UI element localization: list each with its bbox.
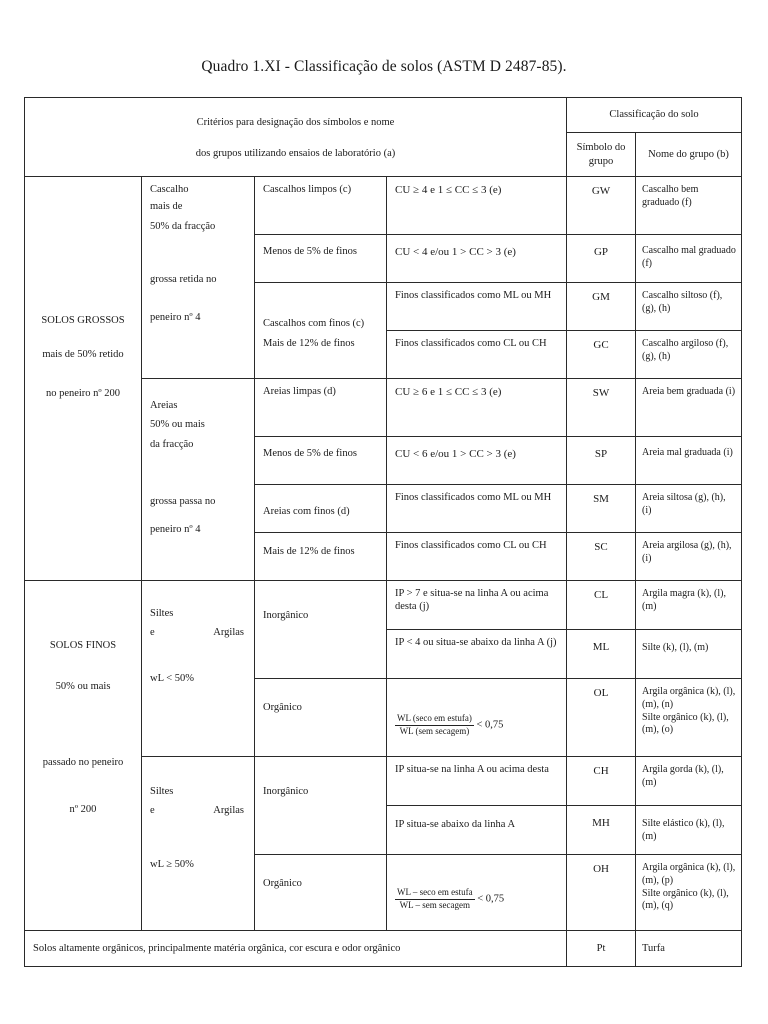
- solos-finos-label: SOLOS FINOS: [49, 640, 117, 651]
- criterion-sm: Finos classificados como ML ou MH: [387, 485, 567, 533]
- areias-cell: Areias 50% ou mais da fracção grossa passa no peneiro nº 4: [142, 379, 255, 581]
- criterion-oh: $\frac{\text{WL – seco em estufa}}{\text{WL – sem secagem}}$ < 0,75: [387, 855, 567, 931]
- name-sc: Areia argilosa (g), (h), (i): [636, 533, 742, 581]
- organico-2: Orgânico: [255, 855, 387, 931]
- symbol-gc: GC: [567, 331, 636, 379]
- symbol-sc: SC: [567, 533, 636, 581]
- symbol-pt: Pt: [567, 931, 636, 967]
- name-gw: Cascalho bem graduado (f): [636, 177, 742, 235]
- symbol-ol: OL: [567, 679, 636, 757]
- classification-table: [24, 97, 742, 967]
- name-sm: Areia siltosa (g), (h), (i): [636, 485, 742, 533]
- symbol-mh: MH: [567, 806, 636, 855]
- areias-menos-finos: Menos de 5% de finos: [255, 437, 387, 485]
- inorganico-2: Inorgânico: [255, 757, 387, 855]
- criterion-gc: Finos classificados como CL ou CH: [387, 331, 567, 379]
- symbol-gm: GM: [567, 283, 636, 331]
- solos-finos-cell: SOLOS FINOS 50% ou mais passado no peneiro nº 200: [25, 581, 142, 931]
- criterion-gm: Finos classificados como ML ou MH: [387, 283, 567, 331]
- criterion-gw: CU ≥ 4 e 1 ≤ CC ≤ 3 (e): [387, 177, 567, 235]
- criteria-header: Critérios para designação dos símbolos e nome dos grupos utilizando ensaios de laboratório (a): [25, 98, 567, 177]
- siltes-argilas-baixo: Siltes e Argilas wL < 50%: [142, 581, 255, 757]
- symbol-header: Símbolo do grupo: [567, 133, 636, 177]
- symbol-sp: SP: [567, 437, 636, 485]
- classification-header: Classificação do solo: [567, 98, 742, 133]
- name-gc: Cascalho argiloso (f), (g), (h): [636, 331, 742, 379]
- criterion-ml: IP < 4 ou situa-se abaixo da linha A (j): [387, 630, 567, 679]
- name-sw: Areia bem graduada (i): [636, 379, 742, 437]
- criterion-mh: IP situa-se abaixo da linha A: [387, 806, 567, 855]
- symbol-ml: ML: [567, 630, 636, 679]
- name-mh: Silte elástico (k), (l), (m): [636, 806, 742, 855]
- symbol-sm: SM: [567, 485, 636, 533]
- name-gm: Cascalho siltoso (f), (g), (h): [636, 283, 742, 331]
- cascalhos-com-finos: Cascalhos com finos (c) Mais de 12% de finos: [255, 283, 387, 379]
- criterion-sw: CU ≥ 6 e 1 ≤ CC ≤ 3 (e): [387, 379, 567, 437]
- criterion-ol: $\frac{\text{WL (seco em estufa)}}{\text{WL (sem secagem)}}$ < 0,75: [387, 679, 567, 757]
- criterion-cl: IP > 7 e situa-se na linha A ou acima desta (j): [387, 581, 567, 630]
- symbol-gw: GW: [567, 177, 636, 235]
- symbol-oh: OH: [567, 855, 636, 931]
- areias-mais-finos: Mais de 12% de finos: [255, 533, 387, 581]
- criterion-ch: IP situa-se na linha A ou acima desta: [387, 757, 567, 806]
- name-ol: Argila orgânica (k), (l), (m), (n) Silte orgânico (k), (l), (m), (o): [636, 679, 742, 757]
- name-sp: Areia mal graduada (i): [636, 437, 742, 485]
- row-gw: [25, 177, 742, 235]
- siltes-argilas-alto: Siltes e Argilas wL ≥ 50%: [142, 757, 255, 931]
- header-row-1: [25, 98, 742, 133]
- cascalhos-menos-finos: Menos de 5% de finos: [255, 235, 387, 283]
- symbol-sw: SW: [567, 379, 636, 437]
- cascalho-cell: Cascalho mais de 50% da fracção grossa retida no peneiro nº 4: [142, 177, 255, 379]
- areias-com-finos: Areias com finos (d): [255, 485, 387, 533]
- symbol-ch: CH: [567, 757, 636, 806]
- name-header: Nome do grupo (b): [636, 133, 742, 177]
- criterion-gp: CU < 4 e/ou 1 > CC > 3 (e): [387, 235, 567, 283]
- wl-maior-50: wL ≥ 50%: [150, 858, 194, 870]
- row-cl: [25, 581, 742, 630]
- solos-grossos-label: SOLOS GROSSOS: [41, 315, 125, 327]
- organico-1: Orgânico: [255, 679, 387, 757]
- name-ml: Silte (k), (l), (m): [636, 630, 742, 679]
- symbol-cl: CL: [567, 581, 636, 630]
- name-oh: Argila orgânica (k), (l), (m), (p) Silte orgânico (k), (l), (m), (q): [636, 855, 742, 931]
- inorganico-1: Inorgânico: [255, 581, 387, 679]
- name-gp: Cascalho mal graduado (f): [636, 235, 742, 283]
- areias-limpas: Areias limpas (d): [255, 379, 387, 437]
- cascalhos-limpos: Cascalhos limpos (c): [255, 177, 387, 235]
- criterion-sp: CU < 6 e/ou 1 > CC > 3 (e): [387, 437, 567, 485]
- criterion-sc: Finos classificados como CL ou CH: [387, 533, 567, 581]
- name-pt: Turfa: [636, 931, 742, 967]
- highly-organic-soils: Solos altamente orgânicos, principalmente matéria orgânica, cor escura e odor orgânico: [25, 931, 567, 967]
- name-ch: Argila gorda (k), (l), (m): [636, 757, 742, 806]
- symbol-gp: GP: [567, 235, 636, 283]
- wl-menor-50: wL < 50%: [150, 672, 195, 684]
- solos-grossos-cell: SOLOS GROSSOS mais de 50% retido no peneiro nº 200: [25, 177, 142, 581]
- name-cl: Argila magra (k), (l), (m): [636, 581, 742, 630]
- row-pt: [25, 931, 742, 967]
- table-title: Quadro 1.XI - Classificação de solos (ASTM D 2487-85).: [201, 58, 567, 75]
